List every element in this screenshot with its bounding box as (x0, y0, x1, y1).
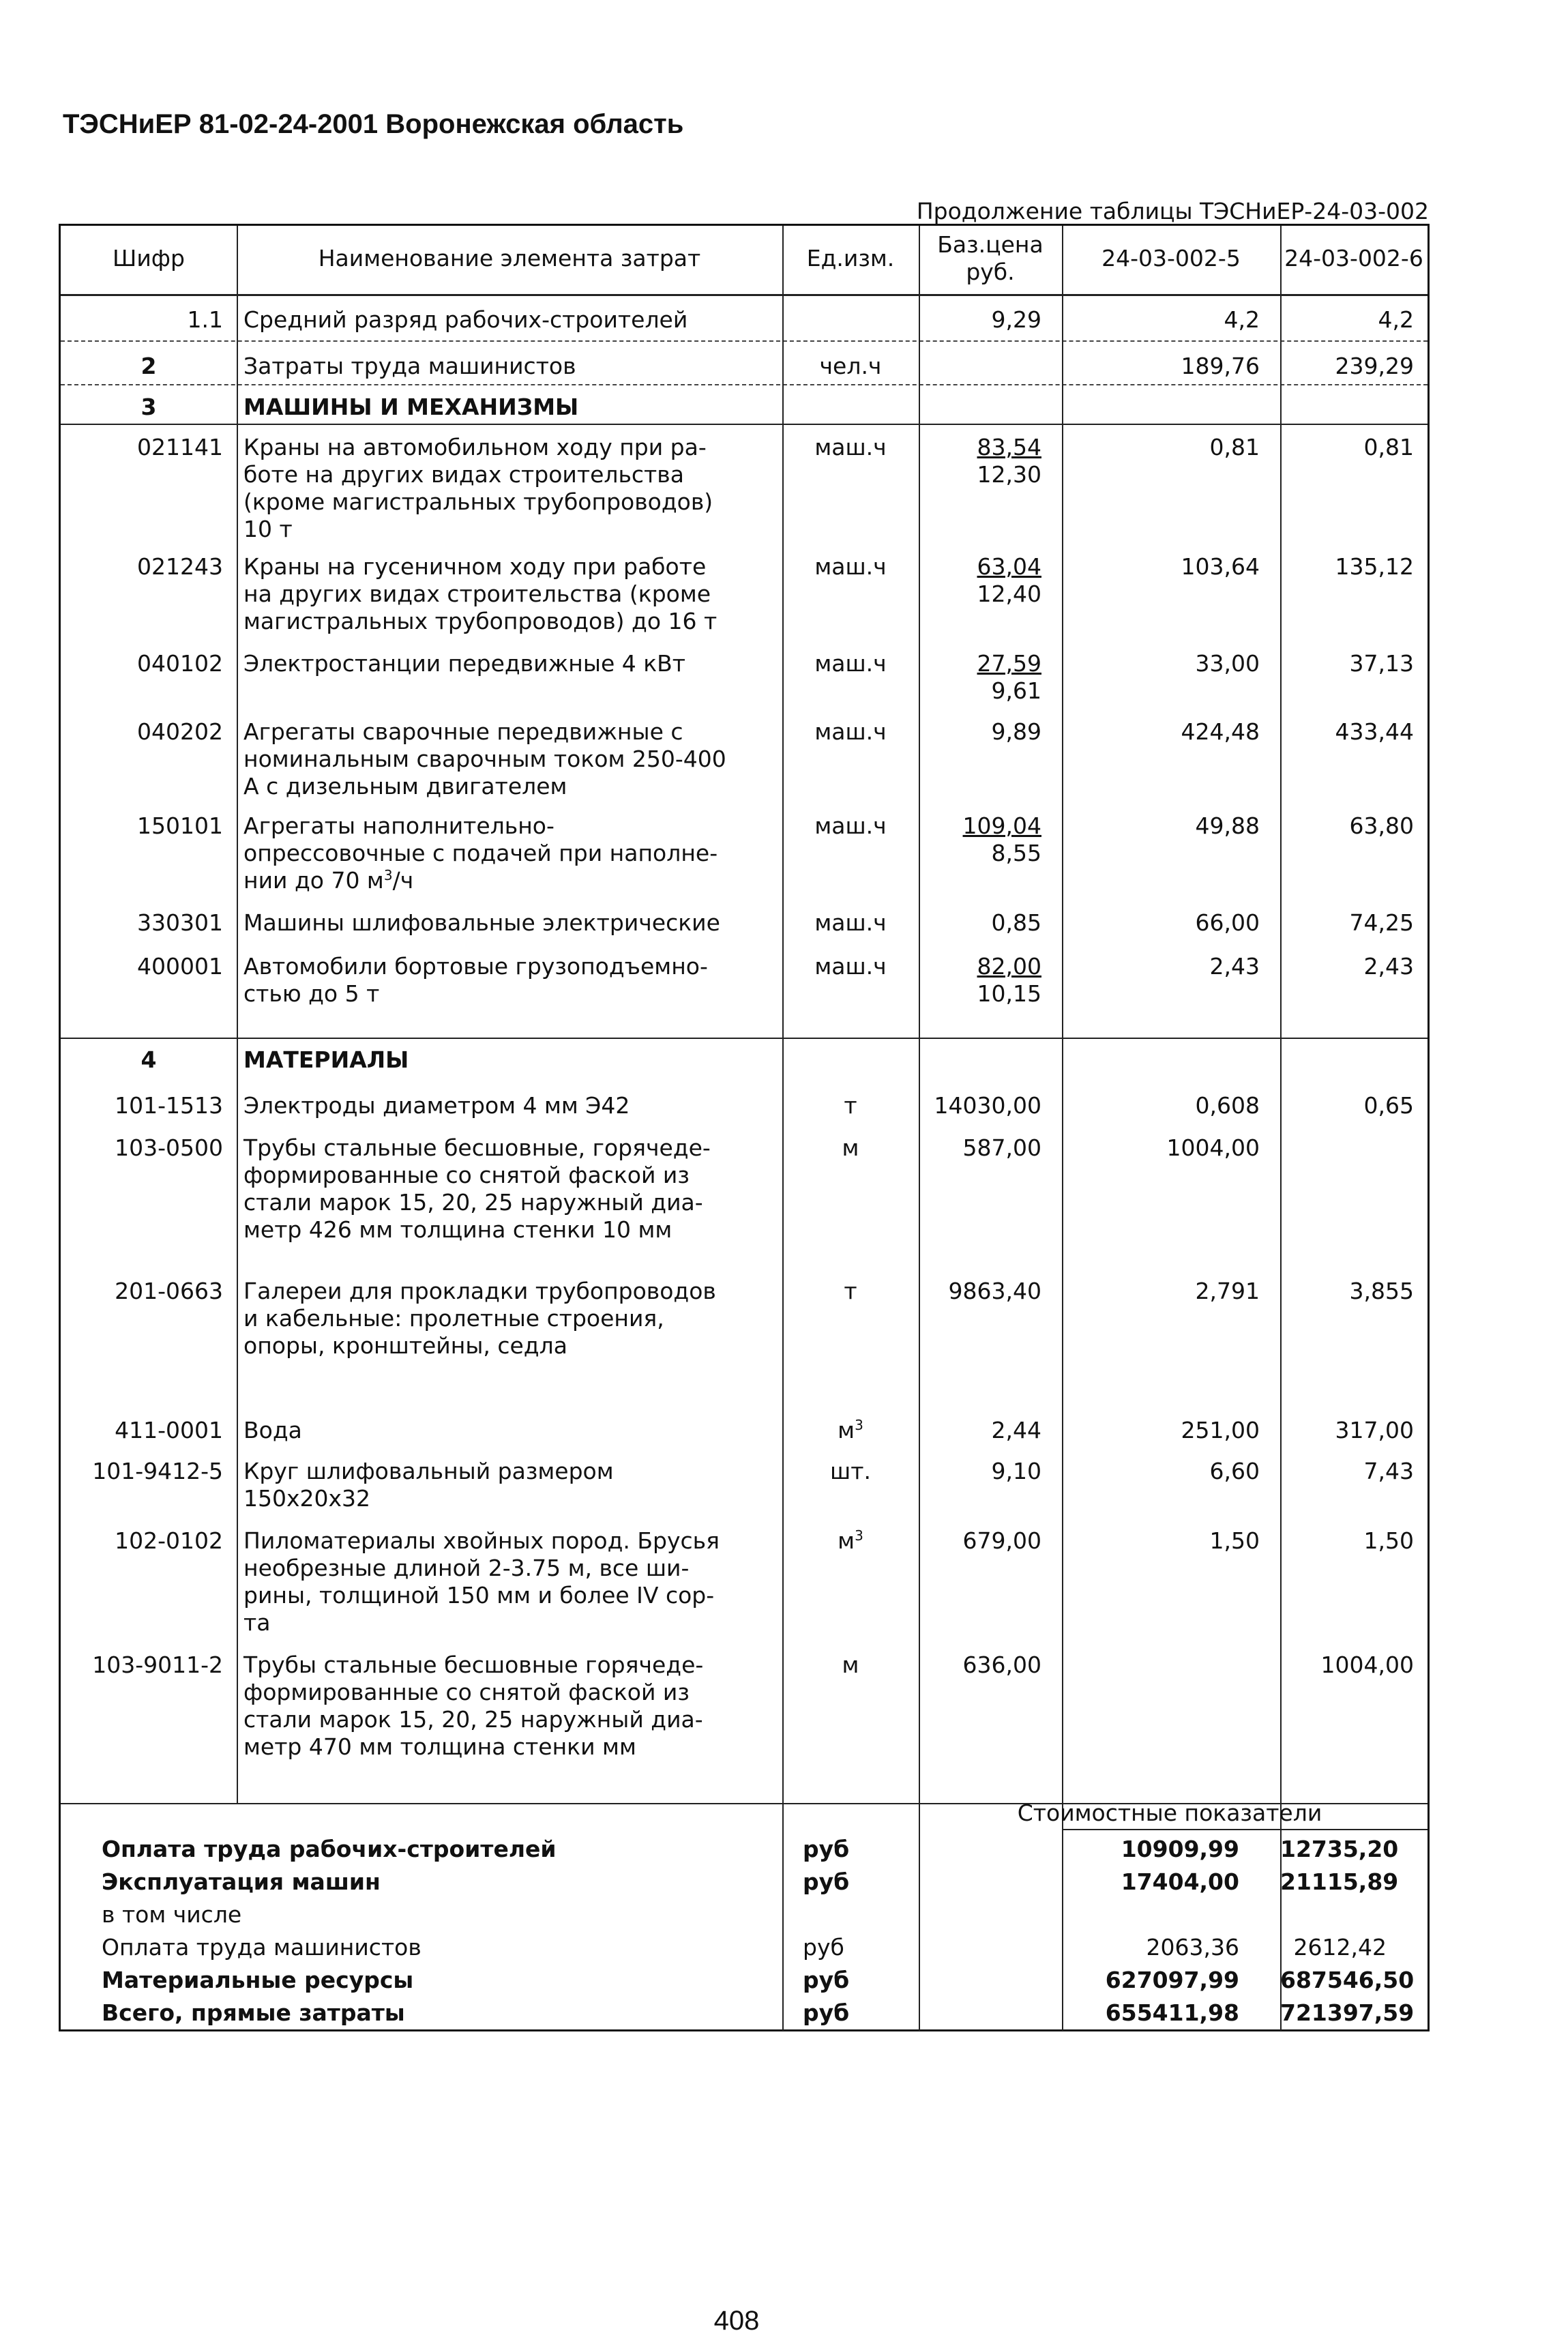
row-unit: маш.ч (814, 718, 887, 745)
row-name-line: Средний разряд рабочих-строителей (243, 306, 688, 333)
row-code: 411-0001 (115, 1417, 223, 1443)
row-value-col6: 317,00 (1335, 1417, 1414, 1443)
cost-section-label: Стоимостные показатели (1017, 1800, 1322, 1826)
cost-row-col5: 627097,99 (1105, 1967, 1239, 1993)
row-base-price: 82,00 (977, 953, 1041, 980)
cost-rule (1063, 1829, 1428, 1830)
header-name: Наименование элемента затрат (318, 245, 701, 272)
header-code: Шифр (113, 245, 185, 272)
row-name-line: Машины шлифовальные электрические (243, 909, 720, 936)
row-value-col5: 6,60 (1209, 1458, 1260, 1484)
row-name-line: Круг шлифовальный размером (243, 1458, 614, 1484)
row-value-col5: 66,00 (1195, 909, 1260, 936)
row-base-price: 27,59 (977, 650, 1041, 677)
row-code: 201-0663 (115, 1278, 223, 1304)
row-value-col5: 189,76 (1181, 353, 1260, 379)
row-code: 040202 (137, 718, 223, 745)
row-value-col6: 433,44 (1335, 718, 1414, 745)
cost-row-unit: руб (803, 1868, 850, 1895)
row-code: 101-9412-5 (92, 1458, 223, 1484)
cost-row-label: Всего, прямые затраты (102, 1999, 405, 2026)
row-name-line: 150х20х32 (243, 1485, 371, 1512)
row-name-line: Трубы стальные бесшовные, горячеде- (243, 1134, 711, 1161)
row-unit: т (844, 1278, 857, 1304)
row-value-col5: 1,50 (1209, 1527, 1260, 1554)
row-unit: маш.ч (814, 650, 887, 677)
row-base-price: 0,85 (991, 909, 1041, 936)
row-value-col5: 0,81 (1209, 434, 1260, 460)
row-name-line: и кабельные: пролетные строения, (243, 1305, 664, 1332)
row-value-col6: 239,29 (1335, 353, 1414, 379)
row-value-col6: 7,43 (1363, 1458, 1414, 1484)
page-number: 408 (713, 2306, 760, 2336)
row-unit: м (842, 1134, 859, 1161)
row-base-price-machinist: 8,55 (991, 840, 1041, 866)
row-name-line: Вода (243, 1417, 302, 1443)
row-base-price: 14030,00 (934, 1092, 1041, 1119)
row-value-col5: 424,48 (1181, 718, 1260, 745)
row-code: 400001 (137, 953, 223, 980)
row-code: 2 (140, 353, 157, 379)
header-rule (61, 294, 1428, 296)
row-unit: шт. (830, 1458, 871, 1484)
row-code: 1.1 (187, 306, 223, 333)
row-name-line: опоры, кронштейны, седла (243, 1332, 567, 1359)
cost-row-col5: 655411,98 (1105, 1999, 1239, 2026)
header-price-line2: руб. (966, 259, 1015, 285)
row-code: 103-0500 (115, 1134, 223, 1161)
row-name-line: МАШИНЫ И МЕХАНИЗМЫ (243, 394, 579, 420)
row-name-line: та (243, 1609, 271, 1636)
cost-row-label: Эксплуатация машин (102, 1868, 381, 1895)
row-unit: маш.ч (814, 812, 887, 839)
cost-row-label: Оплата труда рабочих-строителей (102, 1836, 557, 1862)
row-name-line: Электроды диаметром 4 мм Э42 (243, 1092, 630, 1119)
row-name-line: Автомобили бортовые грузоподъемно- (243, 953, 708, 980)
row-rule (61, 340, 1428, 342)
row-name-line: метр 426 мм толщина стенки 10 мм (243, 1216, 672, 1243)
row-value-col6: 3,855 (1349, 1278, 1414, 1304)
row-base-price: 9,29 (991, 306, 1041, 333)
row-name-line: метр 470 мм толщина стенки мм (243, 1733, 636, 1760)
row-value-col6: 1004,00 (1320, 1652, 1414, 1678)
row-name-line: Краны на гусеничном ходу при работе (243, 553, 707, 580)
row-unit: м (842, 1652, 859, 1678)
row-name-line: Затраты труда машинистов (243, 353, 576, 379)
row-value-col6: 1,50 (1363, 1527, 1414, 1554)
row-value-col6: 0,65 (1363, 1092, 1414, 1119)
row-code: 101-1513 (115, 1092, 223, 1119)
header-col5: 24-03-002-5 (1101, 245, 1241, 272)
cost-row-col6: 21115,89 (1280, 1868, 1399, 1895)
cost-row-unit: руб (803, 1967, 850, 1993)
document-title: ТЭСНиЕР 81-02-24-2001 Воронежская область (63, 109, 684, 139)
row-base-price-machinist: 12,40 (977, 581, 1041, 607)
row-base-price-machinist: 9,61 (991, 677, 1041, 704)
row-unit: т (844, 1092, 857, 1119)
cost-row-col6: 687546,50 (1280, 1967, 1415, 1993)
row-base-price-machinist: 10,15 (977, 980, 1041, 1007)
row-code: 150101 (137, 812, 223, 839)
row-name-line: рины, толщиной 150 мм и более IV сор- (243, 1582, 715, 1609)
row-unit: маш.ч (814, 909, 887, 936)
row-name-line: стали марок 15, 20, 25 наружный диа- (243, 1706, 703, 1733)
row-name-line: нии до 70 $м^3/ч$ (243, 867, 414, 894)
row-name-line: магистральных трубопроводов) до 16 т (243, 608, 718, 634)
row-base-price: 9,10 (991, 1458, 1041, 1484)
row-code: 102-0102 (115, 1527, 223, 1554)
row-name-line: необрезные длиной 2-3.75 м, все ши- (243, 1555, 690, 1581)
row-base-price: 83,54 (977, 434, 1041, 460)
row-name-line: на других видах строительства (кроме (243, 581, 711, 607)
row-value-col5: 2,791 (1195, 1278, 1260, 1304)
cost-row-unit: руб (803, 1999, 850, 2026)
cost-row-unit: руб (803, 1836, 850, 1862)
row-code: 330301 (137, 909, 223, 936)
row-code: 040102 (137, 650, 223, 677)
header-price-line1: Баз.цена (937, 231, 1044, 258)
cost-row-col5: 2063,36 (1146, 1934, 1239, 1961)
cost-row-col5: 17404,00 (1121, 1868, 1239, 1895)
row-name-line: Галереи для прокладки трубопроводов (243, 1278, 716, 1304)
row-value-col5: 0,608 (1195, 1092, 1260, 1119)
column-rule (1280, 226, 1282, 2031)
row-rule (61, 1038, 1428, 1039)
row-name-line: стью до 5 т (243, 980, 380, 1007)
row-value-col5: 33,00 (1195, 650, 1260, 677)
row-unit: $м^3$ (838, 1527, 863, 1554)
column-rule (919, 226, 920, 2031)
row-value-col6: 4,2 (1378, 306, 1414, 333)
row-unit: маш.ч (814, 553, 887, 580)
cost-row-unit: руб (803, 1934, 844, 1961)
row-rule (61, 384, 1428, 385)
row-code: 021141 (137, 434, 223, 460)
row-name-line: 10 т (243, 516, 293, 542)
row-name-line: боте на других видах строительства (243, 461, 684, 488)
header-unit: Ед.изм. (806, 245, 895, 272)
row-value-col6: 63,80 (1349, 812, 1414, 839)
row-value-col6: 135,12 (1335, 553, 1414, 580)
row-base-price: 9,89 (991, 718, 1041, 745)
row-base-price: 2,44 (991, 1417, 1041, 1443)
row-code: 021243 (137, 553, 223, 580)
row-name-line: опрессовочные с подачей при наполне- (243, 840, 718, 866)
row-name-line: Агрегаты сварочные передвижные с (243, 718, 683, 745)
row-name-line: (кроме магистральных трубопроводов) (243, 488, 713, 515)
cost-row-col6: 12735,20 (1280, 1836, 1399, 1862)
column-rule (237, 226, 238, 1803)
row-name-line: формированные со снятой фаской из (243, 1679, 690, 1705)
row-code: 4 (140, 1046, 157, 1073)
header-col6: 24-03-002-6 (1284, 245, 1423, 272)
row-name-line: Пиломатериалы хвойных пород. Брусья (243, 1527, 720, 1554)
row-unit: чел.ч (819, 353, 882, 379)
row-base-price: 9863,40 (948, 1278, 1041, 1304)
row-name-line: Трубы стальные бесшовные горячеде- (243, 1652, 704, 1678)
table-continuation-caption: Продолжение таблицы ТЭСНиЕР-24-03-002 (916, 198, 1429, 224)
row-unit: маш.ч (814, 953, 887, 980)
cost-row-label: Оплата труда машинистов (102, 1934, 421, 1961)
row-name-line: стали марок 15, 20, 25 наружный диа- (243, 1189, 703, 1216)
column-rule (1062, 226, 1063, 2031)
row-name-line: МАТЕРИАЛЫ (243, 1046, 409, 1073)
row-value-col5: 2,43 (1209, 953, 1260, 980)
column-rule (782, 226, 784, 2031)
row-base-price: 636,00 (962, 1652, 1041, 1678)
row-value-col6: 2,43 (1363, 953, 1414, 980)
row-value-col6: 37,13 (1349, 650, 1414, 677)
row-unit: маш.ч (814, 434, 887, 460)
row-name-line: Электростанции передвижные 4 кВт (243, 650, 686, 677)
row-base-price: 109,04 (962, 812, 1041, 839)
cost-row-label: Материальные ресурсы (102, 1967, 414, 1993)
row-unit: $м^3$ (838, 1417, 863, 1443)
row-value-col5: 251,00 (1181, 1417, 1260, 1443)
row-base-price-machinist: 12,30 (977, 461, 1041, 488)
row-rule (61, 424, 1428, 425)
row-value-col5: 4,2 (1224, 306, 1260, 333)
row-code: 103-9011-2 (92, 1652, 223, 1678)
row-base-price: 587,00 (962, 1134, 1041, 1161)
row-name-line: формированные со снятой фаской из (243, 1162, 690, 1188)
row-value-col6: 0,81 (1363, 434, 1414, 460)
row-value-col5: 49,88 (1195, 812, 1260, 839)
cost-row-col5: 10909,99 (1121, 1836, 1239, 1862)
row-name-line: номинальным сварочным током 250-400 (243, 746, 726, 772)
cost-row-col6: 2612,42 (1293, 1934, 1387, 1961)
cost-row-col6: 721397,59 (1280, 1999, 1415, 2026)
row-name-line: А с дизельным двигателем (243, 773, 567, 799)
row-value-col5: 1004,00 (1166, 1134, 1260, 1161)
estimate-table (59, 224, 1430, 2031)
row-name-line: Краны на автомобильном ходу при ра- (243, 434, 707, 460)
row-code: 3 (140, 394, 157, 420)
row-base-price: 679,00 (962, 1527, 1041, 1554)
row-value-col6: 74,25 (1349, 909, 1414, 936)
row-value-col5: 103,64 (1181, 553, 1260, 580)
row-base-price: 63,04 (977, 553, 1041, 580)
row-name-line: Агрегаты наполнительно- (243, 812, 554, 839)
cost-row-label: в том числе (102, 1901, 242, 1928)
